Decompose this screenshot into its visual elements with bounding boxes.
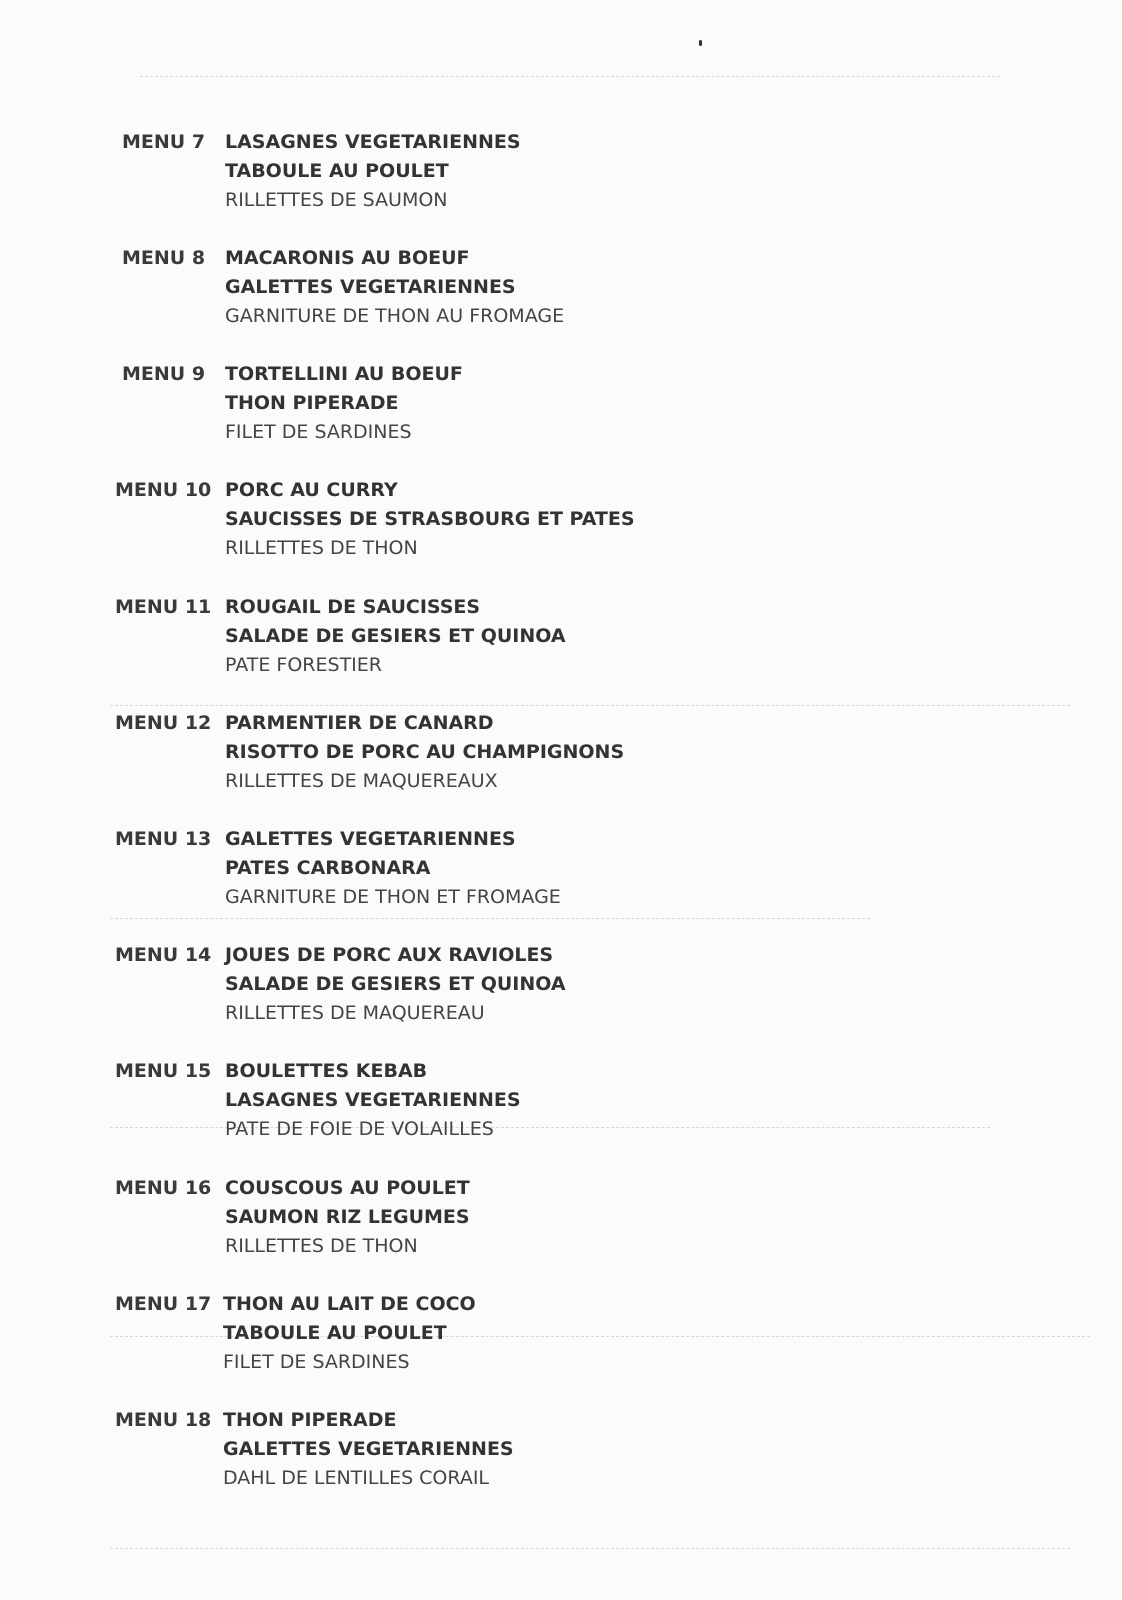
menu-label: MENU 18 xyxy=(115,1409,212,1431)
menu-dish-primary: PARMENTIER DE CANARD xyxy=(225,712,494,734)
menu-label: MENU 15 xyxy=(115,1060,212,1082)
menu-dish-secondary: THON PIPERADE xyxy=(225,392,399,414)
menu-dish-primary: JOUES DE PORC AUX RAVIOLES xyxy=(225,944,554,966)
menu-label: MENU 14 xyxy=(115,944,212,966)
menu-dish-secondary: GALETTES VEGETARIENNES xyxy=(223,1438,514,1460)
menu-dish-tertiary: DAHL DE LENTILLES CORAIL xyxy=(223,1467,490,1489)
menu-block-10 xyxy=(0,479,1000,569)
menu-dish-tertiary: RILLETTES DE THON xyxy=(225,537,418,559)
menu-dish-primary: TORTELLINI AU BOEUF xyxy=(225,363,463,385)
menu-label: MENU 7 xyxy=(122,131,206,153)
menu-dish-secondary: SAUCISSES DE STRASBOURG ET PATES xyxy=(225,508,635,530)
menu-dish-primary: THON AU LAIT DE COCO xyxy=(223,1293,476,1315)
menu-block-17 xyxy=(0,1293,1000,1383)
menu-dish-primary: PORC AU CURRY xyxy=(225,479,398,501)
scan-speck xyxy=(699,40,702,46)
menu-dish-secondary: SALADE DE GESIERS ET QUINOA xyxy=(225,625,566,647)
menu-dish-secondary: GALETTES VEGETARIENNES xyxy=(225,276,516,298)
menu-block-12 xyxy=(0,712,1000,802)
scan-line xyxy=(110,1548,1070,1549)
menu-label: MENU 8 xyxy=(122,247,206,269)
scan-line xyxy=(110,918,870,919)
menu-label: MENU 16 xyxy=(115,1177,212,1199)
menu-dish-tertiary: RILLETTES DE MAQUEREAUX xyxy=(225,770,498,792)
scan-line xyxy=(110,705,1070,706)
menu-dish-secondary: TABOULE AU POULET xyxy=(225,160,449,182)
menu-dish-tertiary: GARNITURE DE THON AU FROMAGE xyxy=(225,305,565,327)
menu-dish-primary: LASAGNES VEGETARIENNES xyxy=(225,131,521,153)
menu-dish-primary: COUSCOUS AU POULET xyxy=(225,1177,470,1199)
menu-label: MENU 12 xyxy=(115,712,212,734)
menu-dish-tertiary: GARNITURE DE THON ET FROMAGE xyxy=(225,886,561,908)
menu-dish-secondary: TABOULE AU POULET xyxy=(223,1322,447,1344)
menu-block-13 xyxy=(0,828,1000,918)
menu-block-16 xyxy=(0,1177,1000,1267)
menu-block-8 xyxy=(0,247,1000,337)
menu-dish-primary: BOULETTES KEBAB xyxy=(225,1060,428,1082)
menu-block-14 xyxy=(0,944,1000,1034)
menu-dish-primary: MACARONIS AU BOEUF xyxy=(225,247,470,269)
menu-dish-secondary: SALADE DE GESIERS ET QUINOA xyxy=(225,973,566,995)
scan-line xyxy=(140,76,1000,77)
menu-label: MENU 9 xyxy=(122,363,206,385)
menu-block-18 xyxy=(0,1409,1000,1499)
menu-dish-tertiary: PATE DE FOIE DE VOLAILLES xyxy=(225,1118,494,1140)
menu-dish-tertiary: RILLETTES DE SAUMON xyxy=(225,189,448,211)
menu-label: MENU 11 xyxy=(115,596,212,618)
menu-dish-secondary: LASAGNES VEGETARIENNES xyxy=(225,1089,521,1111)
menu-dish-secondary: PATES CARBONARA xyxy=(225,857,431,879)
menu-dish-tertiary: PATE FORESTIER xyxy=(225,654,382,676)
menu-block-11 xyxy=(0,596,1000,686)
menu-dish-tertiary: FILET DE SARDINES xyxy=(225,421,412,443)
menu-dish-tertiary: FILET DE SARDINES xyxy=(223,1351,410,1373)
menu-dish-secondary: SAUMON RIZ LEGUMES xyxy=(225,1206,470,1228)
menu-label: MENU 17 xyxy=(115,1293,212,1315)
menu-dish-primary: THON PIPERADE xyxy=(223,1409,397,1431)
menu-dish-secondary: RISOTTO DE PORC AU CHAMPIGNONS xyxy=(225,741,625,763)
menu-dish-tertiary: RILLETTES DE THON xyxy=(225,1235,418,1257)
menu-block-15 xyxy=(0,1060,1000,1150)
menu-label: MENU 10 xyxy=(115,479,212,501)
menu-label: MENU 13 xyxy=(115,828,212,850)
menu-block-9 xyxy=(0,363,1000,453)
menu-dish-primary: ROUGAIL DE SAUCISSES xyxy=(225,596,481,618)
menu-dish-tertiary: RILLETTES DE MAQUEREAU xyxy=(225,1002,485,1024)
menu-dish-primary: GALETTES VEGETARIENNES xyxy=(225,828,516,850)
menu-block-7 xyxy=(0,131,1000,221)
